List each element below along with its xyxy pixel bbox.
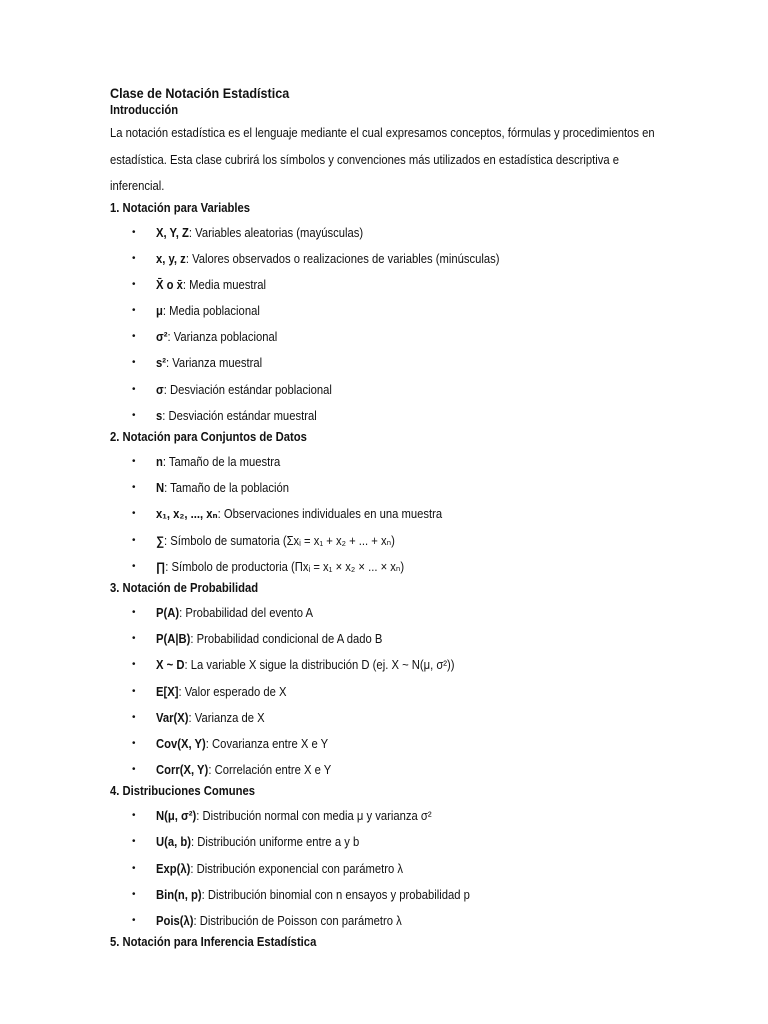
notation-description: : Distribución de Poisson con parámetro λ xyxy=(193,914,402,928)
bullet-icon: • xyxy=(132,482,136,494)
item-text xyxy=(156,272,266,298)
item-text xyxy=(156,652,455,678)
notation-term: U(a, b) xyxy=(156,835,192,850)
item-text xyxy=(156,403,317,429)
notation-description: : La variable X sigue la distribución D (ej. X ~ N(μ, σ²)) xyxy=(184,658,455,673)
notation-term: s² xyxy=(156,356,167,371)
item-text xyxy=(156,626,382,652)
bullet-icon: • xyxy=(132,252,136,264)
notation-description: : Distribución uniforme entre a y b xyxy=(191,835,360,850)
item-text xyxy=(156,554,404,580)
bullet-icon: • xyxy=(132,357,136,369)
list-item xyxy=(110,856,670,882)
list-item xyxy=(110,449,670,475)
document-page xyxy=(110,84,670,950)
notation-description: : Media muestral xyxy=(182,277,267,292)
list-item xyxy=(110,757,670,783)
bullet-icon: • xyxy=(132,836,136,848)
notation-term: σ² xyxy=(156,330,168,345)
item-text xyxy=(156,528,395,554)
bullet-icon: • xyxy=(132,606,136,618)
notation-description: : Media poblacional xyxy=(162,304,260,319)
item-text xyxy=(156,324,277,350)
list-item xyxy=(110,324,670,350)
list-item xyxy=(110,829,670,855)
notation-description: : Desviación estándar muestral xyxy=(162,408,317,423)
notation-term: x₁, x₂, ..., xₙ xyxy=(156,507,218,522)
notation-description: : Varianza poblacional xyxy=(167,330,278,345)
notation-description: : Tamaño de la población xyxy=(164,481,290,496)
bullet-icon: • xyxy=(132,915,136,926)
section-1 xyxy=(110,200,670,430)
notation-description: : Observaciones individuales en una muestra xyxy=(217,507,443,522)
sections-container xyxy=(110,200,670,951)
notation-term: Var(X) xyxy=(156,710,189,725)
section-heading: 3. Notación de Probabilidad xyxy=(110,580,259,595)
notation-description: : Covarianza entre X e Y xyxy=(205,736,329,751)
bullet-icon: • xyxy=(132,331,136,343)
notation-term: P(A) xyxy=(156,605,180,620)
item-text xyxy=(156,475,289,501)
bullet-icon: • xyxy=(132,862,136,874)
list-item xyxy=(110,882,670,908)
bullet-icon: • xyxy=(132,456,136,467)
bullet-icon: • xyxy=(132,737,136,749)
list-item xyxy=(110,350,670,376)
bullet-icon: • xyxy=(132,508,136,520)
section-heading: 5. Notación para Inferencia Estadística xyxy=(110,935,317,950)
notation-term: E[X] xyxy=(156,684,179,699)
bullet-icon: • xyxy=(132,810,136,822)
notation-description: : Símbolo de sumatoria (Σxᵢ = x₁ + x₂ + ... + xₙ) xyxy=(164,533,395,548)
list-item xyxy=(110,528,670,554)
notation-term: N xyxy=(156,481,165,496)
notation-term: Cov(X, Y) xyxy=(156,736,206,751)
bullet-icon: • xyxy=(132,633,136,645)
item-text xyxy=(156,757,331,783)
item-text xyxy=(156,246,500,272)
bullet-icon: • xyxy=(132,560,136,572)
notation-list xyxy=(110,449,670,580)
list-item xyxy=(110,626,670,652)
notation-term: n xyxy=(156,455,163,469)
bullet-icon: • xyxy=(132,685,136,697)
notation-term: Exp(λ) xyxy=(156,861,191,876)
item-text xyxy=(156,501,442,527)
item-text xyxy=(156,220,363,246)
section-heading: 2. Notación para Conjuntos de Datos xyxy=(110,430,307,444)
section-2 xyxy=(110,429,670,580)
list-item xyxy=(110,679,670,705)
list-item xyxy=(110,475,670,501)
notation-term: σ xyxy=(156,382,164,397)
notation-term: X̄ o x̄ xyxy=(156,277,183,292)
notation-term: ∑ xyxy=(156,533,165,548)
item-text xyxy=(156,449,280,475)
list-item xyxy=(110,220,670,246)
list-item xyxy=(110,705,670,731)
bullet-icon: • xyxy=(132,278,136,290)
bullet-icon: • xyxy=(132,659,136,671)
notation-description: : Varianza muestral xyxy=(166,356,263,371)
bullet-icon: • xyxy=(132,305,136,317)
item-text xyxy=(156,731,328,757)
list-item xyxy=(110,272,670,298)
item-text xyxy=(156,705,265,731)
document-title: Clase de Notación Estadística xyxy=(110,85,290,101)
section-4 xyxy=(110,783,670,934)
notation-description: : Desviación estándar poblacional xyxy=(163,382,332,397)
list-item xyxy=(110,377,670,403)
item-text xyxy=(156,803,432,829)
notation-term: ∏ xyxy=(156,559,166,574)
bullet-icon: • xyxy=(132,764,136,776)
notation-list xyxy=(110,803,670,934)
notation-term: x, y, z xyxy=(156,251,186,266)
bullet-icon: • xyxy=(132,534,136,546)
notation-description: : Distribución binomial con n ensayos y probabilidad p xyxy=(201,887,470,902)
item-text xyxy=(156,679,286,705)
list-item xyxy=(110,501,670,527)
section-heading: 4. Distribuciones Comunes xyxy=(110,784,256,799)
notation-term: Corr(X, Y) xyxy=(156,763,209,778)
notation-description: : Valor esperado de X xyxy=(178,684,287,699)
notation-term: s xyxy=(156,408,163,423)
list-item xyxy=(110,403,670,429)
notation-description: : Símbolo de productoria (Πxᵢ = x₁ × x₂ × ... × xₙ) xyxy=(165,559,405,574)
notation-list xyxy=(110,220,670,430)
list-item xyxy=(110,803,670,829)
section-5 xyxy=(110,934,670,950)
notation-description: : Variables aleatorias (mayúsculas) xyxy=(188,225,364,240)
list-item xyxy=(110,731,670,757)
bullet-icon: • xyxy=(132,888,136,900)
item-text xyxy=(156,908,402,934)
list-item xyxy=(110,246,670,272)
bullet-icon: • xyxy=(132,409,136,421)
notation-term: μ xyxy=(156,304,163,319)
bullet-icon: • xyxy=(132,711,136,723)
list-item xyxy=(110,908,670,934)
notation-term: X, Y, Z xyxy=(156,225,189,240)
section-3 xyxy=(110,580,670,783)
notation-term: N(μ, σ²) xyxy=(156,809,197,824)
item-text xyxy=(156,856,403,882)
notation-description: : Probabilidad condicional de A dado B xyxy=(190,632,383,647)
bullet-icon: • xyxy=(132,226,136,238)
notation-description: : Tamaño de la muestra xyxy=(162,455,281,469)
item-text xyxy=(156,350,262,376)
bullet-icon: • xyxy=(132,383,136,395)
item-text xyxy=(156,298,260,324)
list-item xyxy=(110,652,670,678)
notation-description: : Varianza de X xyxy=(188,710,265,725)
notation-description: : Probabilidad del evento A xyxy=(179,605,313,620)
item-text xyxy=(156,377,332,403)
notation-term: Pois(λ) xyxy=(156,914,194,928)
section-heading: 1. Notación para Variables xyxy=(110,200,251,215)
item-text xyxy=(156,600,313,626)
notation-term: P(A|B) xyxy=(156,632,191,647)
list-item xyxy=(110,298,670,324)
notation-description: : Correlación entre X e Y xyxy=(208,763,332,778)
notation-list xyxy=(110,600,670,783)
list-item xyxy=(110,600,670,626)
notation-term: X ~ D xyxy=(156,658,185,673)
notation-term: Bin(n, p) xyxy=(156,887,202,902)
notation-description: : Distribución normal con media μ y varianza σ² xyxy=(196,809,432,824)
notation-description: : Valores observados o realizaciones de variables (minúsculas) xyxy=(185,251,500,266)
notation-description: : Distribución exponencial con parámetro λ xyxy=(190,861,403,876)
list-item xyxy=(110,554,670,580)
item-text xyxy=(156,829,359,855)
item-text xyxy=(156,882,470,908)
intro-heading: Introducción xyxy=(110,103,179,117)
intro-paragraph: La notación estadística es el lenguaje mediante el cual expresamos conceptos, fórmulas y procedimientos en estadística. Esta clase cubrirá los símbolos y convenciones más utilizados en estadística descriptiva e inferencial. xyxy=(110,126,655,193)
